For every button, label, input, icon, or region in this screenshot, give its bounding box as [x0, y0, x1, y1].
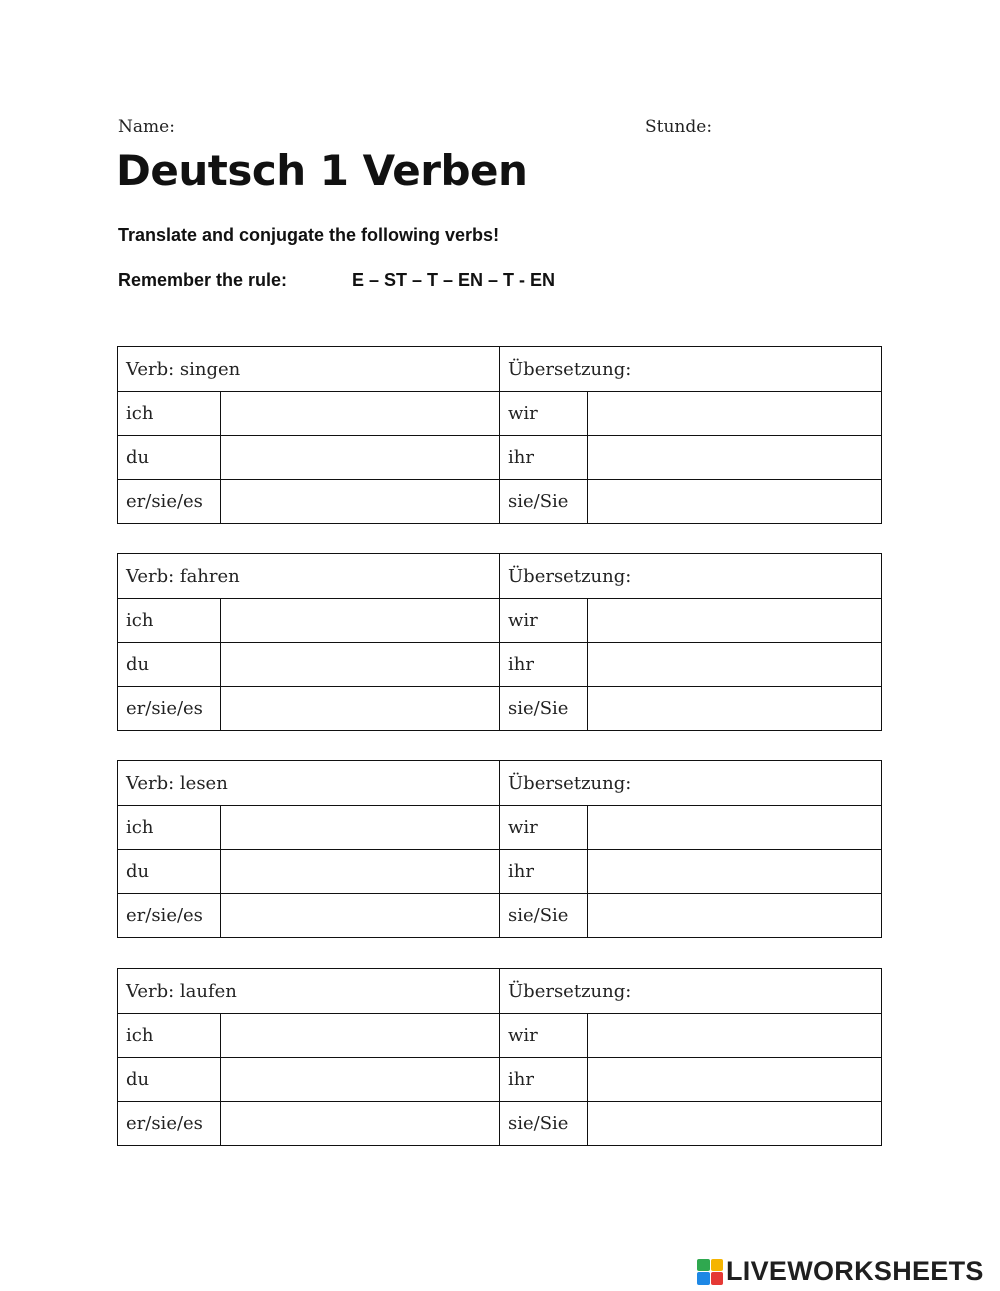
answer-field[interactable] [221, 480, 500, 524]
translation-field[interactable]: Übersetzung: [500, 554, 882, 599]
liveworksheets-logo[interactable] [697, 1256, 984, 1287]
answer-field[interactable] [221, 436, 500, 480]
answer-field[interactable] [588, 806, 882, 850]
pronoun-cell: wir [500, 1014, 588, 1058]
logo-text: LIVEWORKSHEETS [726, 1256, 984, 1286]
pronoun-cell: wir [500, 599, 588, 643]
answer-field[interactable] [221, 806, 500, 850]
pronoun-cell: ich [118, 599, 221, 643]
page-title: Deutsch 1 Verben [116, 146, 528, 195]
pronoun-cell: er/sie/es [118, 687, 221, 731]
pronoun-cell: ihr [500, 436, 588, 480]
pronoun-cell: er/sie/es [118, 894, 221, 938]
rule-value: E – ST – T – EN – T - EN [352, 270, 556, 290]
table-row [118, 1058, 882, 1102]
table-header-row [118, 347, 882, 392]
table-row [118, 480, 882, 524]
verb-table-fahren [117, 553, 882, 731]
translation-field[interactable]: Übersetzung: [500, 347, 882, 392]
answer-field[interactable] [588, 480, 882, 524]
table-row [118, 1014, 882, 1058]
answer-field[interactable] [588, 643, 882, 687]
answer-field[interactable] [221, 1102, 500, 1146]
answer-field[interactable] [588, 1014, 882, 1058]
answer-field[interactable] [221, 392, 500, 436]
table-header-row [118, 761, 882, 806]
answer-field[interactable] [221, 894, 500, 938]
pronoun-cell: sie/Sie [500, 687, 588, 731]
answer-field[interactable] [221, 599, 500, 643]
pronoun-cell: ihr [500, 643, 588, 687]
logo-square [697, 1259, 710, 1272]
table-row [118, 850, 882, 894]
pronoun-cell: du [118, 850, 221, 894]
table-row [118, 599, 882, 643]
pronoun-cell: ich [118, 806, 221, 850]
pronoun-cell: sie/Sie [500, 1102, 588, 1146]
pronoun-cell: wir [500, 392, 588, 436]
answer-field[interactable] [588, 687, 882, 731]
pronoun-cell: wir [500, 806, 588, 850]
table-row [118, 643, 882, 687]
verb-table-singen [117, 346, 882, 524]
pronoun-cell: ich [118, 1014, 221, 1058]
translation-field[interactable]: Übersetzung: [500, 969, 882, 1014]
pronoun-cell: du [118, 436, 221, 480]
table-row [118, 806, 882, 850]
answer-field[interactable] [221, 643, 500, 687]
logo-square [711, 1272, 724, 1285]
pronoun-cell: ich [118, 392, 221, 436]
answer-field[interactable] [588, 894, 882, 938]
stunde-label: Stunde: [645, 117, 713, 137]
pronoun-cell: sie/Sie [500, 480, 588, 524]
logo-square [697, 1272, 710, 1285]
logo-squares-icon [697, 1259, 723, 1285]
answer-field[interactable] [221, 687, 500, 731]
answer-field[interactable] [588, 850, 882, 894]
answer-field[interactable] [588, 599, 882, 643]
name-label: Name: [118, 117, 175, 137]
answer-field[interactable] [221, 850, 500, 894]
table-row [118, 687, 882, 731]
verb-label: Verb: laufen [118, 969, 500, 1014]
translation-field[interactable]: Übersetzung: [500, 761, 882, 806]
pronoun-cell: du [118, 1058, 221, 1102]
verb-table-laufen [117, 968, 882, 1146]
pronoun-cell: ihr [500, 1058, 588, 1102]
answer-field[interactable] [221, 1058, 500, 1102]
instruction-text: Translate and conjugate the following verbs! [118, 225, 500, 245]
answer-field[interactable] [588, 1058, 882, 1102]
answer-field[interactable] [588, 436, 882, 480]
logo-square [711, 1259, 724, 1272]
table-header-row [118, 554, 882, 599]
table-header-row [118, 969, 882, 1014]
pronoun-cell: er/sie/es [118, 480, 221, 524]
verb-label: Verb: singen [118, 347, 500, 392]
verb-table-lesen [117, 760, 882, 938]
table-row [118, 894, 882, 938]
verb-label: Verb: fahren [118, 554, 500, 599]
rule-label: Remember the rule: [118, 270, 288, 290]
pronoun-cell: du [118, 643, 221, 687]
answer-field[interactable] [221, 1014, 500, 1058]
pronoun-cell: er/sie/es [118, 1102, 221, 1146]
table-row [118, 436, 882, 480]
table-row [118, 392, 882, 436]
table-row [118, 1102, 882, 1146]
answer-field[interactable] [588, 1102, 882, 1146]
pronoun-cell: ihr [500, 850, 588, 894]
pronoun-cell: sie/Sie [500, 894, 588, 938]
answer-field[interactable] [588, 392, 882, 436]
verb-label: Verb: lesen [118, 761, 500, 806]
